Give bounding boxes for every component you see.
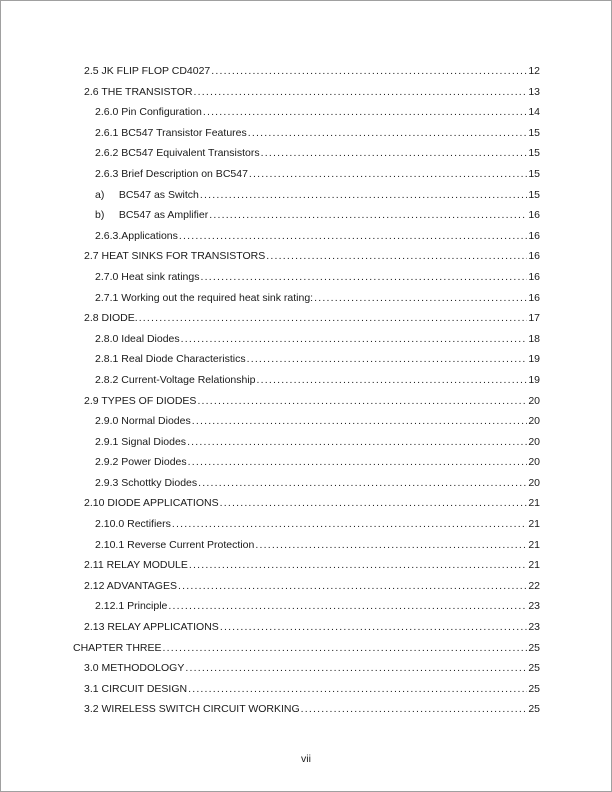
table-of-contents — [73, 61, 540, 720]
toc-dot-leader — [197, 391, 527, 412]
toc-entry[interactable] — [73, 514, 540, 535]
toc-entry-label: 2.13 RELAY APPLICATIONS — [84, 621, 219, 634]
toc-entry-label: 2.6.3.Applications — [95, 229, 178, 242]
toc-entry-page: 15 — [528, 167, 540, 180]
toc-entry-page: 20 — [528, 394, 540, 407]
toc-dot-leader — [179, 226, 527, 247]
toc-entry-label: 2.12 ADVANTAGES — [84, 579, 177, 592]
toc-entry-page: 15 — [528, 126, 540, 139]
toc-entry-page: 21 — [528, 497, 540, 510]
toc-entry-page: 20 — [528, 415, 540, 428]
toc-entry-page: 21 — [528, 559, 540, 572]
toc-dot-leader — [247, 349, 528, 370]
toc-entry-label: 2.7.0 Heat sink ratings — [95, 270, 200, 283]
toc-dot-leader — [194, 82, 528, 103]
toc-entry-page: 13 — [528, 85, 540, 98]
toc-entry-label: 2.9 TYPES OF DIODES — [84, 394, 197, 407]
toc-entry[interactable] — [73, 411, 540, 432]
toc-entry-label: 2.9.3 Schottky Diodes — [95, 476, 198, 489]
toc-entry-label: 2.10.0 Rectifiers — [95, 518, 171, 531]
toc-entry[interactable] — [73, 226, 540, 247]
toc-entry-label: CHAPTER THREE — [73, 641, 162, 654]
toc-entry-page: 21 — [528, 538, 540, 551]
toc-entry-page: 25 — [528, 662, 540, 675]
toc-dot-leader — [209, 205, 527, 226]
toc-dot-leader — [257, 370, 528, 391]
toc-entry[interactable] — [73, 699, 540, 720]
toc-entry-label: 3.1 CIRCUIT DESIGN — [84, 682, 188, 695]
toc-entry-page: 19 — [528, 373, 540, 386]
toc-entry-label: 2.8.1 Real Diode Characteristics — [95, 353, 246, 366]
toc-entry[interactable] — [73, 61, 540, 82]
toc-dot-leader — [248, 123, 528, 144]
toc-entry-label: 2.12.1 Principle — [95, 600, 168, 613]
toc-entry-label: 2.8.2 Current-Voltage Relationship — [95, 373, 256, 386]
toc-dot-leader — [163, 638, 528, 659]
toc-dot-leader — [172, 514, 527, 535]
toc-entry-page: 18 — [528, 332, 540, 345]
toc-dot-leader — [168, 596, 527, 617]
toc-entry-page: 16 — [528, 209, 540, 222]
toc-entry[interactable] — [73, 658, 540, 679]
toc-dot-leader — [203, 102, 527, 123]
toc-entry[interactable] — [73, 185, 540, 206]
toc-entry-label: 3.0 METHODOLOGY — [84, 662, 185, 675]
toc-entry-label: b) BC547 as Amplifier — [95, 209, 209, 222]
toc-entry-page: 21 — [528, 518, 540, 531]
toc-dot-leader — [139, 308, 528, 329]
toc-entry-label: 2.9.1 Signal Diodes — [95, 435, 187, 448]
toc-entry-page: 17 — [528, 312, 540, 325]
toc-entry[interactable] — [73, 288, 540, 309]
toc-entry-label: 2.10.1 Reverse Current Protection — [95, 538, 255, 551]
toc-entry[interactable] — [73, 349, 540, 370]
toc-dot-leader — [198, 473, 527, 494]
toc-entry-label: 2.8 DIODE. — [84, 312, 138, 325]
toc-dot-leader — [187, 432, 527, 453]
toc-entry-page: 16 — [528, 291, 540, 304]
toc-dot-leader — [200, 185, 527, 206]
toc-entry[interactable] — [73, 473, 540, 494]
toc-entry-label: 2.11 RELAY MODULE — [84, 559, 188, 572]
toc-entry-page: 16 — [528, 250, 540, 263]
toc-entry[interactable] — [73, 123, 540, 144]
toc-entry[interactable] — [73, 82, 540, 103]
toc-dot-leader — [220, 493, 528, 514]
toc-entry-page: 22 — [528, 579, 540, 592]
toc-entry-label: 2.6.0 Pin Configuration — [95, 106, 202, 119]
toc-dot-leader — [255, 535, 527, 556]
toc-entry-page: 25 — [528, 682, 540, 695]
toc-entry-page: 16 — [528, 229, 540, 242]
toc-dot-leader — [188, 452, 528, 473]
toc-entry[interactable] — [73, 205, 540, 226]
toc-entry-label: 2.6.1 BC547 Transistor Features — [95, 126, 247, 139]
toc-entry[interactable] — [73, 246, 540, 267]
toc-entry-page: 15 — [528, 147, 540, 160]
toc-dot-leader — [249, 164, 527, 185]
toc-dot-leader — [178, 576, 527, 597]
toc-entry[interactable] — [73, 370, 540, 391]
toc-dot-leader — [189, 555, 527, 576]
toc-entry[interactable] — [73, 452, 540, 473]
toc-entry-page: 19 — [528, 353, 540, 366]
toc-entry-label: 2.9.2 Power Diodes — [95, 456, 187, 469]
toc-entry[interactable] — [73, 308, 540, 329]
toc-entry-label: 2.10 DIODE APPLICATIONS — [84, 497, 219, 510]
toc-entry[interactable] — [73, 267, 540, 288]
toc-entry-label: 2.6.3 Brief Description on BC547 — [95, 167, 248, 180]
toc-entry-page: 20 — [528, 435, 540, 448]
toc-entry[interactable] — [73, 555, 540, 576]
toc-entry-label: 2.7.1 Working out the required heat sink rating: — [95, 291, 314, 304]
toc-entry-label: 2.9.0 Normal Diodes — [95, 415, 191, 428]
toc-dot-leader — [200, 267, 527, 288]
toc-dot-leader — [188, 679, 527, 700]
toc-dot-leader — [211, 61, 527, 82]
toc-dot-leader — [301, 699, 528, 720]
toc-entry[interactable] — [73, 576, 540, 597]
toc-entry-label: 2.6.2 BC547 Equivalent Transistors — [95, 147, 260, 160]
toc-dot-leader — [314, 288, 527, 309]
toc-entry-page: 20 — [528, 476, 540, 489]
toc-dot-leader — [185, 658, 527, 679]
toc-entry[interactable] — [73, 679, 540, 700]
toc-entry-label: a) BC547 as Switch — [95, 188, 199, 201]
toc-entry-page: 20 — [528, 456, 540, 469]
toc-entry-page: 16 — [528, 270, 540, 283]
toc-entry-page: 12 — [528, 65, 540, 77]
toc-entry[interactable] — [73, 164, 540, 185]
toc-entry[interactable] — [73, 638, 540, 659]
toc-dot-leader — [261, 143, 528, 164]
toc-dot-leader — [181, 329, 528, 350]
toc-entry[interactable] — [73, 329, 540, 350]
toc-entry-page: 25 — [528, 641, 540, 654]
toc-dot-leader — [192, 411, 528, 432]
page-number-footer: vii — [301, 753, 311, 765]
toc-entry-label: 2.8.0 Ideal Diodes — [95, 332, 180, 345]
toc-entry[interactable] — [73, 102, 540, 123]
toc-entry-label: 2.7 HEAT SINKS FOR TRANSISTORS — [84, 250, 266, 263]
toc-entry[interactable] — [73, 596, 540, 617]
toc-entry-page: 23 — [528, 621, 540, 634]
toc-entry-page: 15 — [528, 188, 540, 201]
toc-entry-label: 2.5 JK FLIP FLOP CD4027 — [84, 65, 211, 77]
toc-dot-leader — [220, 617, 527, 638]
toc-entry-page: 25 — [528, 703, 540, 716]
toc-entry-label: 2.6 THE TRANSISTOR — [84, 85, 193, 98]
toc-entry-page: 14 — [528, 106, 540, 119]
toc-entry[interactable] — [73, 432, 540, 453]
toc-dot-leader — [266, 246, 527, 267]
toc-entry[interactable] — [73, 493, 540, 514]
toc-entry[interactable] — [73, 535, 540, 556]
toc-entry[interactable] — [73, 143, 540, 164]
toc-entry-label: 3.2 WIRELESS SWITCH CIRCUIT WORKING — [84, 703, 300, 716]
toc-entry[interactable] — [73, 617, 540, 638]
toc-entry[interactable] — [73, 391, 540, 412]
toc-entry-page: 23 — [528, 600, 540, 613]
